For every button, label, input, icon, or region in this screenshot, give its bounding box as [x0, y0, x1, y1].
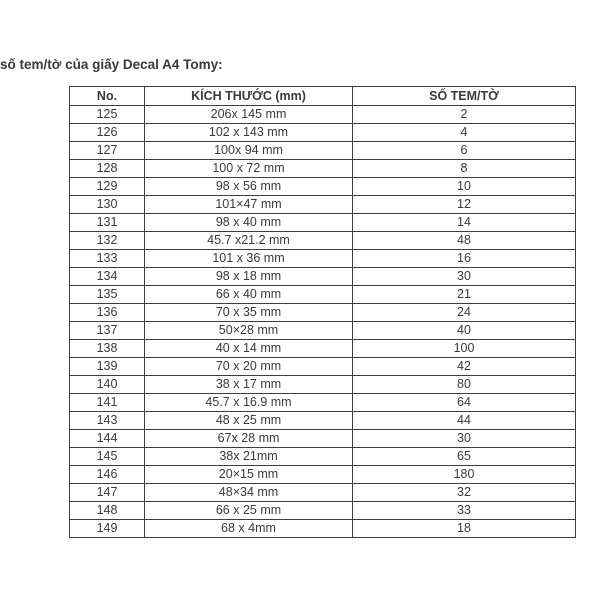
cell-size: 101×47 mm: [145, 196, 353, 214]
cell-count: 6: [353, 142, 576, 160]
cell-no: 132: [70, 232, 145, 250]
table-row: [70, 106, 576, 124]
table-row: [70, 142, 576, 160]
cell-count: 14: [353, 214, 576, 232]
table-row: [70, 124, 576, 142]
table-row: [70, 340, 576, 358]
cell-no: 140: [70, 376, 145, 394]
cell-size: 102 x 143 mm: [145, 124, 353, 142]
cell-no: 145: [70, 448, 145, 466]
table-row: [70, 394, 576, 412]
cell-count: 16: [353, 250, 576, 268]
cell-no: 133: [70, 250, 145, 268]
cell-size: 66 x 25 mm: [145, 502, 353, 520]
table-row: [70, 232, 576, 250]
cell-size: 100x 94 mm: [145, 142, 353, 160]
cell-count: 2: [353, 106, 576, 124]
cell-count: 80: [353, 376, 576, 394]
cell-size: 38 x 17 mm: [145, 376, 353, 394]
table-row: [70, 250, 576, 268]
cell-count: 40: [353, 322, 576, 340]
table-row: [70, 466, 576, 484]
cell-no: 125: [70, 106, 145, 124]
cell-no: 149: [70, 520, 145, 538]
cell-size: 40 x 14 mm: [145, 340, 353, 358]
header-size: KÍCH THƯỚC (mm): [145, 87, 353, 106]
cell-count: 100: [353, 340, 576, 358]
cell-no: 146: [70, 466, 145, 484]
cell-count: 48: [353, 232, 576, 250]
cell-size: 45.7 x 16.9 mm: [145, 394, 353, 412]
table-row: [70, 160, 576, 178]
cell-count: 44: [353, 412, 576, 430]
cell-no: 148: [70, 502, 145, 520]
cell-size: 70 x 20 mm: [145, 358, 353, 376]
table-row: [70, 376, 576, 394]
cell-size: 38x 21mm: [145, 448, 353, 466]
cell-no: 144: [70, 430, 145, 448]
cell-no: 138: [70, 340, 145, 358]
cell-size: 20×15 mm: [145, 466, 353, 484]
cell-size: 70 x 35 mm: [145, 304, 353, 322]
cell-count: 65: [353, 448, 576, 466]
cell-size: 98 x 40 mm: [145, 214, 353, 232]
cell-size: 98 x 56 mm: [145, 178, 353, 196]
cell-size: 100 x 72 mm: [145, 160, 353, 178]
table-row: [70, 286, 576, 304]
table-row: [70, 448, 576, 466]
cell-no: 143: [70, 412, 145, 430]
cell-count: 4: [353, 124, 576, 142]
cell-size: 206x 145 mm: [145, 106, 353, 124]
cell-count: 32: [353, 484, 576, 502]
cell-no: 126: [70, 124, 145, 142]
table-row: [70, 214, 576, 232]
cell-count: 30: [353, 430, 576, 448]
cell-size: 67x 28 mm: [145, 430, 353, 448]
table-row: [70, 304, 576, 322]
cell-size: 101 x 36 mm: [145, 250, 353, 268]
cell-no: 127: [70, 142, 145, 160]
table-row: [70, 430, 576, 448]
cell-count: 33: [353, 502, 576, 520]
cell-no: 129: [70, 178, 145, 196]
table-row: [70, 268, 576, 286]
cell-size: 68 x 4mm: [145, 520, 353, 538]
page-heading: số tem/tờ của giấy Decal A4 Tomy:: [0, 57, 223, 72]
cell-count: 64: [353, 394, 576, 412]
table-body: [70, 106, 576, 538]
cell-count: 30: [353, 268, 576, 286]
cell-no: 131: [70, 214, 145, 232]
cell-no: 136: [70, 304, 145, 322]
cell-no: 141: [70, 394, 145, 412]
table-row: [70, 484, 576, 502]
cell-size: 45.7 x21.2 mm: [145, 232, 353, 250]
cell-count: 12: [353, 196, 576, 214]
table-row: [70, 358, 576, 376]
cell-count: 21: [353, 286, 576, 304]
cell-count: 10: [353, 178, 576, 196]
cell-count: 8: [353, 160, 576, 178]
cell-no: 130: [70, 196, 145, 214]
cell-count: 24: [353, 304, 576, 322]
table-row: [70, 412, 576, 430]
cell-size: 48×34 mm: [145, 484, 353, 502]
table-row: [70, 502, 576, 520]
cell-count: 42: [353, 358, 576, 376]
cell-no: 134: [70, 268, 145, 286]
cell-size: 50×28 mm: [145, 322, 353, 340]
cell-size: 98 x 18 mm: [145, 268, 353, 286]
table-row: [70, 322, 576, 340]
cell-size: 66 x 40 mm: [145, 286, 353, 304]
cell-no: 128: [70, 160, 145, 178]
header-count: SỐ TEM/TỜ: [353, 87, 576, 106]
header-no: No.: [70, 87, 145, 106]
table-header-row: [70, 87, 576, 106]
decal-size-table: [69, 86, 576, 538]
cell-no: 147: [70, 484, 145, 502]
table-row: [70, 196, 576, 214]
cell-no: 135: [70, 286, 145, 304]
cell-no: 139: [70, 358, 145, 376]
cell-count: 180: [353, 466, 576, 484]
table-row: [70, 178, 576, 196]
table-row: [70, 520, 576, 538]
cell-no: 137: [70, 322, 145, 340]
cell-count: 18: [353, 520, 576, 538]
cell-size: 48 x 25 mm: [145, 412, 353, 430]
